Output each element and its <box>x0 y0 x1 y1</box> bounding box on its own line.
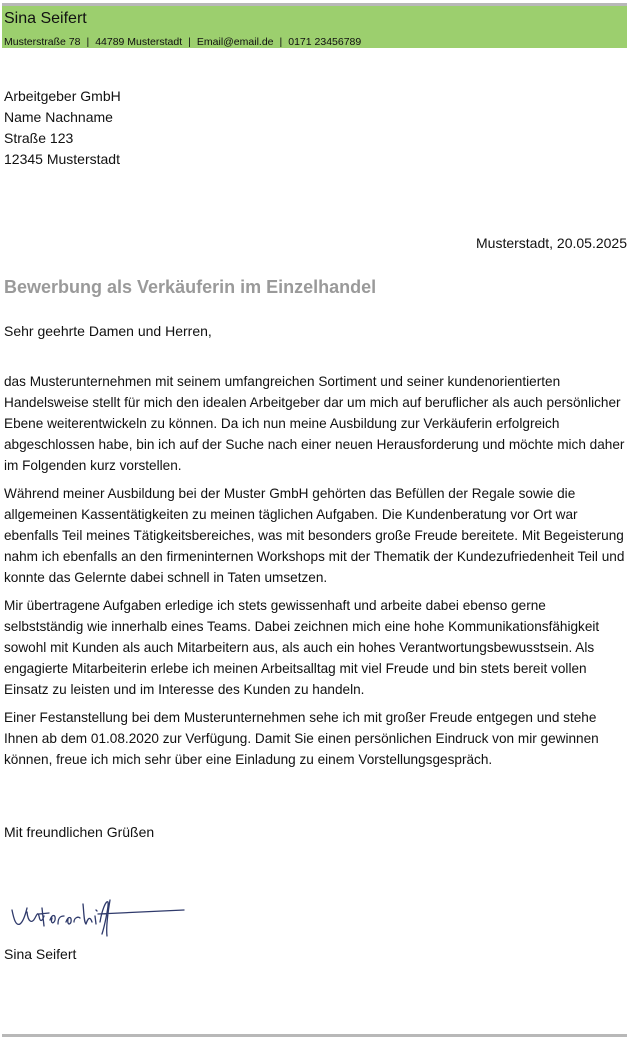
recipient-city: 12345 Musterstadt <box>4 151 120 167</box>
sender-email: Email@email.de <box>196 36 274 48</box>
sender-name: Sina Seifert <box>4 10 87 27</box>
signer-name: Sina Seifert <box>4 946 77 962</box>
separator: | <box>279 36 283 48</box>
sender-phone: 0171 23456789 <box>288 36 362 48</box>
sender-city: 44789 Musterstadt <box>95 36 183 48</box>
paragraph: Mir übertragene Aufgaben erledige ich stets gewissenhaft und arbeite dabei ebenso gerne selbstständig wie innerhalb eines Teams. Dabei zeichnen mich eine hohe Kommunikationsfähigkeit sowohl mit Kunden als auch Mitarbeitern aus, als auch ein hohes Verantwortungsbewusstsein. Als engagierte Mitarbeiterin erlebe ich meinen Arbeitsalltag mit viel Freude und bin stets bereit vollen Einsatz zu leisten und im Interesse des Kunden zu handeln. <box>4 598 600 697</box>
paragraph: das Musterunternehmen mit seinem umfangreichen Sortiment und seiner kundenorientierten Handelsweise stellt für mich den idealen Arbeitgeber dar um mich auf beruflicher als auch persönlicher Ebene weiterentwickeln zu können. Da ich nun meine Ausbildung zur Verkäuferin erfolgreich abgeschlossen habe, bin ich auf der Suche nach einer neuen Herausforderung und möchte mich daher im Folgenden kurz vorstellen. <box>4 374 625 473</box>
closing: Mit freundlichen Grüßen <box>4 824 155 840</box>
recipient-address <box>4 86 121 170</box>
separator: | <box>86 36 90 48</box>
letter-subject: Bewerbung als Verkäuferin im Einzelhandel <box>4 277 377 297</box>
letter-date: Musterstadt, 20.05.2025 <box>476 235 627 251</box>
sender-contact-line <box>4 35 627 49</box>
separator: | <box>188 36 191 48</box>
paragraph: Während meiner Ausbildung bei der Muster GmbH gehörten das Befüllen der Regale sowie die allgemeinen Kassentätigkeiten zu meinen täglichen Aufgaben. Die Kundenberatung vor Ort war ebenfalls Teil meines Tätigkeitsbereiches, was mit besonders große Freude bereitete. Mit Begeisterung nahm ich ebenfalls an den firmeninternen Workshops mit der Thematik der Kundezufriedenheit Teil und konnte das Gelernte dabei schnell in Taten umsetzen. <box>4 486 625 585</box>
paragraph: Einer Festanstellung bei dem Musterunternehmen sehe ich mit großer Freude entgegen und stehe Ihnen ab dem 01.08.2020 zur Verfügung. Damit Sie einen persönlichen Eindruck von mir gewinnen können, freue ich mich sehr über eine Einladung zu einem Vorstellungsgespräch. <box>4 710 599 767</box>
letter-body <box>4 371 627 777</box>
letter-header <box>2 6 627 48</box>
bottom-rule <box>2 1034 627 1037</box>
recipient-company: Arbeitgeber GmbH <box>4 88 121 104</box>
recipient-street: Straße 123 <box>4 130 74 146</box>
recipient-contact: Name Nachname <box>4 109 113 125</box>
sender-street: Musterstraße 78 <box>4 36 81 48</box>
salutation: Sehr geehrte Damen und Herren, <box>4 323 212 339</box>
signature-image <box>8 888 188 948</box>
